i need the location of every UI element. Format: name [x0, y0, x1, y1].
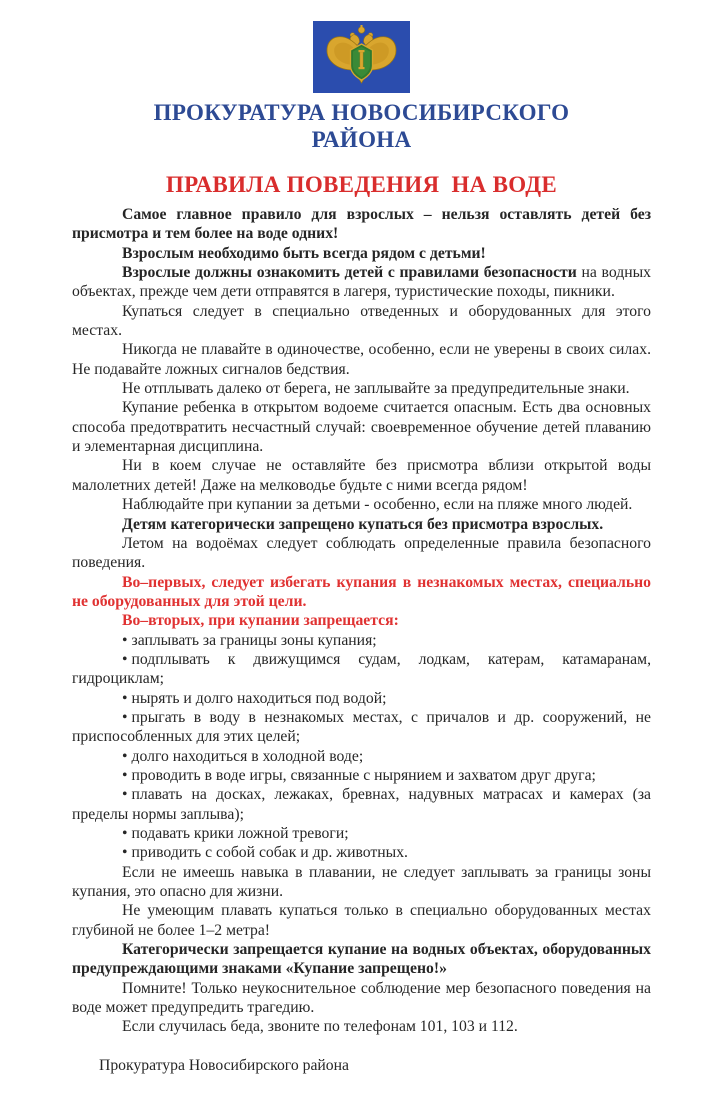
bullet-marker-icon: • — [122, 708, 128, 726]
paragraph: Никогда не плавайте в одиночестве, особенно, если не уверены в своих силах. Не подавайте ложных сигналов бедствия. — [72, 341, 651, 378]
paragraph: Помните! Только неукоснительное соблюдение мер безопасного поведения на воде может предупредить трагедию. — [72, 979, 651, 1017]
bullet-marker-icon: • — [122, 650, 128, 668]
prosecutor-emblem-logo — [313, 21, 410, 93]
bullet-marker-icon: • — [122, 747, 128, 765]
bullet-item: • проводить в воде игры, связанные с нырянием и захватом друг друга; — [122, 766, 596, 784]
bullet-marker-icon: • — [122, 844, 128, 862]
paragraph: Не отплывать далеко от берега, не заплывайте за предупредительные знаки. — [122, 380, 630, 398]
bullet-item: • прыгать в воду в незнакомых местах, с причалов и др. сооружений, не приспособленных для этих целей; — [72, 708, 651, 746]
paragraph: Не умеющим плавать купаться только в специально оборудованных местах глубиной не более 1–2 метра! — [72, 902, 651, 939]
bullet-item: • приводить с собой собак и др. животных. — [122, 844, 408, 862]
paragraph: Ни в коем случае не оставляйте без присмотра вблизи открытой воды малолетних детей! Даже на мелководье будьте с ними всегда рядом! — [72, 457, 651, 494]
paragraph: Во–первых, следует избегать купания в незнакомых местах, специально не оборудованных для этой цели. — [72, 573, 651, 610]
paragraph: Взрослым необходимо быть всегда рядом с детьми! — [122, 244, 486, 262]
bullet-item: • плавать на досках, лежаках, бревнах, надувных матрасах и камерах (за пределы нормы заплыва); — [72, 786, 651, 823]
org-title-line-1: ПРОКУРАТУРА НОВОСИБИРСКОГО — [153, 100, 570, 125]
bullet-item: • заплывать за границы зоны купания; — [122, 631, 377, 649]
paragraph: Детям категорически запрещено купаться без присмотра взрослых. — [122, 515, 604, 533]
footer-signature: Прокуратура Новосибирского района — [99, 1056, 350, 1074]
document-body — [72, 205, 651, 1037]
org-title-line-2: РАЙОНА — [311, 127, 412, 152]
paragraph: Категорически запрещается купание на водных объектах, оборудованных предупреждающими знаками «Купание запрещено!» — [72, 941, 651, 978]
org-title — [72, 99, 651, 153]
double-headed-eagle-icon — [313, 21, 410, 93]
bullet-item: • долго находиться в холодной воде; — [122, 747, 364, 765]
bullet-marker-icon: • — [122, 825, 128, 842]
paragraph-bold-lead: Взрослые должны ознакомить детей с правилами безопасности — [122, 264, 577, 282]
bullet-marker-icon: • — [122, 766, 128, 784]
paragraph: Наблюдайте при купании за детьми - особенно, если на пляже много людей. — [122, 496, 633, 514]
paragraph: Во–вторых, при купании запрещается: — [122, 612, 399, 630]
paragraph: Купаться следует в специально отведенных и оборудованных для этого местах. — [72, 302, 651, 340]
paragraph: Если не имеешь навыка в плавании, не следует заплывать за границы зоны купания, это опасно для жизни. — [72, 863, 651, 901]
bullet-marker-icon: • — [122, 689, 128, 707]
bullet-marker-icon: • — [122, 631, 128, 649]
paragraph: Самое главное правило для взрослых – нельзя оставлять детей без присмотра и тем более на воде одних! — [72, 206, 651, 243]
document-title: ПРАВИЛА ПОВЕДЕНИЯ НА ВОДЕ — [165, 172, 558, 197]
bullet-item: • подавать крики ложной тревоги; — [122, 825, 349, 842]
paragraph: Взрослые должны ознакомить детей с правилами безопасности на водных объектах, прежде чем дети отправятся в лагеря, туристические походы, пикники. — [72, 264, 651, 301]
bullet-item: • подплывать к движущимся судам, лодкам, катерам, катамаранам, гидроциклам; — [72, 650, 651, 688]
paragraph: Купание ребенка в открытом водоеме считается опасным. Есть два основных способа предотвратить несчастный случай: своевременное обучение детей плаванию и элементарная дисциплина. — [72, 399, 651, 456]
bullet-item: • нырять и долго находиться под водой; — [122, 689, 387, 707]
paragraph: Если случилась беда, звоните по телефонам 101, 103 и 112. — [122, 1018, 518, 1036]
bullet-marker-icon: • — [122, 786, 128, 804]
paragraph: Летом на водоёмах следует соблюдать определенные правила безопасного поведения. — [72, 534, 651, 572]
